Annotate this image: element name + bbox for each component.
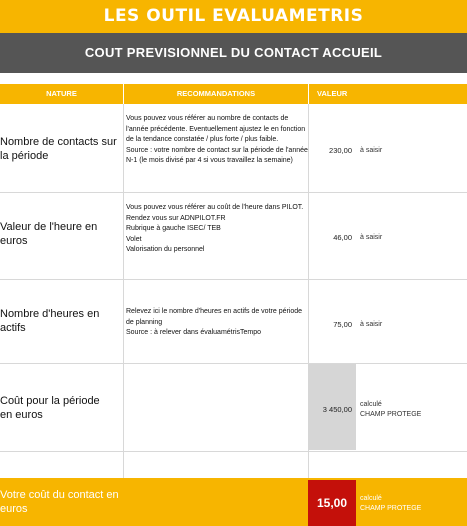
input-hint: à saisir	[360, 147, 383, 154]
grid-divider	[0, 279, 467, 280]
app-banner-title: LES OUTIL EVALUAMETRIS	[0, 0, 467, 33]
row-label-period-cost: Coût pour la période en euros	[0, 395, 100, 421]
grid-divider	[0, 363, 467, 364]
grid-divider	[123, 104, 124, 478]
column-header-valeur: VALEUR	[309, 84, 467, 104]
column-header-recommandations: RECOMMANDATIONS	[124, 84, 308, 104]
row-label-active-hours: Nombre d'heures en actifs	[0, 308, 100, 334]
input-contacts-value[interactable]: 230,00	[329, 146, 352, 155]
input-hint: à saisir	[360, 321, 383, 328]
protected-label: CHAMP PROTEGE	[360, 411, 422, 418]
row-recommendation-hour-value: Vous pouvez vous référer au coût de l'heure dans PILOT. Rendez vous sur ADNPILOT.FR Rubrique à gauche ISEC/ TEB Volet Valorisation du personnel	[126, 204, 304, 253]
protected-label: CHAMP PROTEGE	[360, 505, 422, 512]
grid-divider	[0, 451, 467, 452]
row-recommendation-active-hours: Relevez ici le nombre d'heures en actifs de votre période de planning Source : à relever dans évaluamétrisTempo	[126, 308, 303, 336]
column-header-nature: NATURE	[0, 84, 123, 104]
grid-divider	[0, 192, 467, 193]
input-hint: à saisir	[360, 234, 383, 241]
total-label: Votre coût du contact en euros	[0, 489, 119, 515]
input-hour-value[interactable]: 46,00	[333, 233, 352, 242]
total-cost-value: 15,00	[308, 480, 356, 526]
section-title: COUT PREVISIONNEL DU CONTACT ACCUEIL	[0, 33, 467, 73]
calculated-note	[360, 400, 421, 420]
period-cost-value: 3 450,00	[322, 405, 352, 414]
calculated-label: calculé	[360, 401, 382, 408]
row-recommendation-contacts: Vous pouvez vous référer au nombre de contacts de l'année précédente. Eventuellement ajustez le en fonction de la tendance constatée / plus forte / plus faible. Source : votre nombre de contact sur la période de l'année N-1 (le mois divisé par 4 si vous travaillez la semaine)	[126, 115, 308, 164]
input-active-hours[interactable]: 75,00	[333, 320, 352, 329]
calculated-note	[360, 494, 421, 514]
calculated-label: calculé	[360, 495, 382, 502]
row-label-contacts: Nombre de contacts sur la période	[0, 136, 117, 162]
row-label-hour-value: Valeur de l'heure en euros	[0, 221, 98, 247]
